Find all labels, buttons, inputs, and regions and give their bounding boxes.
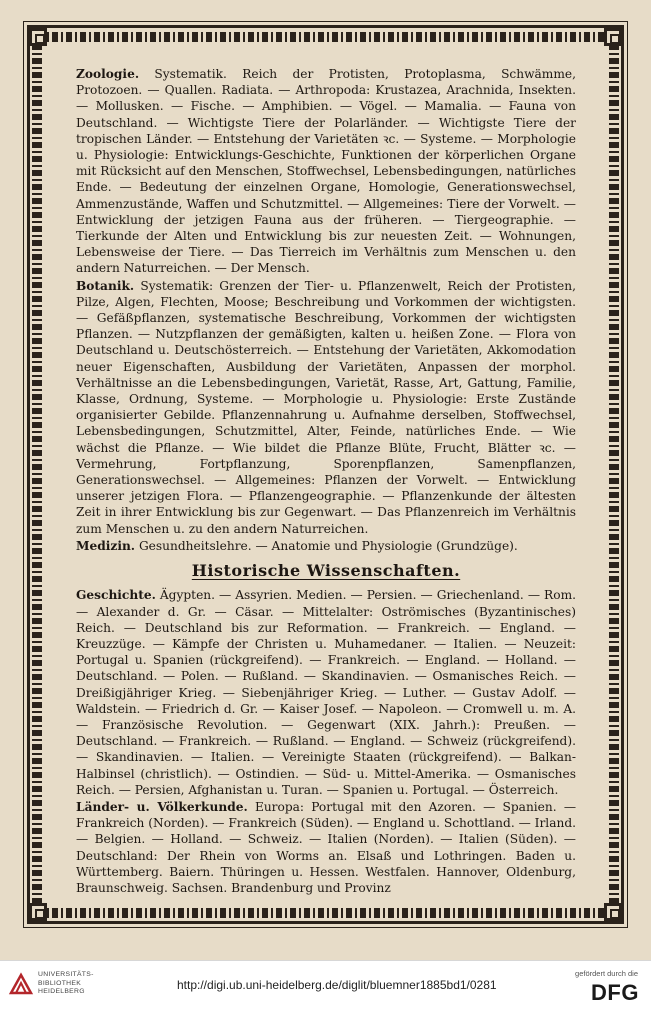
paragraph-medizin [76,538,576,554]
library-line: BIBLIOTHEK [38,979,82,987]
section-heading: Historische Wissenschaften. [191,561,461,581]
section-body: Gesundheitslehre. — Anatomie und Physiologie (Grundzüge). [138,538,518,553]
border-band-bottom [38,908,613,918]
paragraph-zoologie [76,66,576,277]
viewer-footer [0,960,651,1009]
corner-ornament-br [604,903,622,921]
border-band-top [38,32,613,42]
paragraph-botanik [76,278,576,537]
section-lead: Länder- u. Völkerkunde. [76,799,248,814]
library-line: HEIDELBERG [38,988,85,995]
page-text [76,66,576,897]
funded-by-label: gefördert durch die [575,969,638,978]
section-body: Ägypten. — Assyrien. Medien. — Persien. — Griechenland. — Rom. — Alexander d. Gr. — Cäsar. — Mittelalter: Oströmisches (Byzantinisches) Reich. — Deutschland bis zur Reformation. — Frankreich. — England. — Kreuzzüge. — Kämpfe der Christen u. Muhamedaner. — Italien. — Neuzeit: Portugal u. Spanien (rückgreifend). — Frankreich. — England. — Holland. — Deutschland. — Polen. — Rußland. — Skandinavien. — Osmanisches Reich. — Dreißigjähriger Krieg. — Siebenjähriger Krieg. — Luther. — Gustav Adolf. — Waldstein. — Friedrich d. Gr. — Kaiser Josef. — Napoleon. — Cromwell u. m. A. — Französische Revolution. — Gegenwart (XIX. Jahrh.): Preußen. — Deutschland. — Frankreich. — Rußland. — England. — Schweiz (rückgreifend). — Skandinavien. — Italien. — Vereinigte Staaten (rückgreifend). — Balkan-Halbinsel (christlich). — Ostindien. — Süd- u. Mittel-Amerika. — Osmanisches Reich. — Persien, Afghanistan u. Turan. — Spanien u. Portugal. — Österreich. [76,588,576,797]
permalink-url[interactable]: http://digi.ub.uni-heidelberg.de/diglit/bluemner1885bd1/0281 [177,978,497,992]
dfg-logo[interactable]: DFG [591,980,639,1005]
library-name [38,971,94,997]
university-logo-icon[interactable] [8,971,34,997]
corner-ornament-bl [29,903,47,921]
section-lead: Geschichte. [76,588,156,603]
section-lead: Medizin. [76,538,136,553]
section-body: Systematik. Reich der Protisten, Protoplasma, Schwämme, Protozoen. — Quallen. Radiata. — Arthropoda: Krustazea, Arachnida, Insekten. — Mollusken. — Fische. — Amphibien. — Vögel. — Mamalia. — Fauna von Deutschland. — Wichtigste Tiere der Polarländer. — Wichtigste Tiere der tropischen Länder. — Entstehung der Varietäten ꝛc. — Systeme. — Morphologie u. Physiologie: Entwicklungs-Geschichte, Funktionen der körperlichen Organe mit Rücksicht auf den Menschen, Stoffwechsel, Lebensbedingungen, natürliches Ende. — Bedeutung der einzelnen Organe, Homologie, Generationswechsel, Ammenzustände, Waffen und Schutzmittel. — Allgemeines: Tiere der Vorwelt. — Entwicklung der jetzigen Fauna aus der früheren. — Tiergeographie. — Tierkunde der Alten und Entwicklung bis zur neuesten Zeit. — Wohnungen, Lebensweise der Tiere. — Das Tierreich im Verhältnis zum Menschen u. den andern Naturreichen. — Der Mensch. [76,67,576,276]
paragraph-geschichte [76,587,576,798]
border-band-right [609,46,619,904]
corner-ornament-tl [29,28,47,46]
border-band-left [32,46,42,904]
section-body: Europa: Portugal mit den Azoren. — Spanien. — Frankreich (Norden). — Frankreich (Süden). — England u. Schottland. — Irland. — Belgien. — Holland. — Schweiz. — Italien (Norden). — Italien (Süden). — Deutschland: Der Rhein von Worms an. Elsaß und Lothringen. Baden u. Württemberg. Baiern. Thüringen u. Hessen. Westfalen. Hannover, Oldenburg, Braunschweig. Sachsen. Brandenburg und Provinz [76,799,577,895]
corner-ornament-tr [604,28,622,46]
section-lead: Zoologie. [76,67,140,81]
section-lead: Botanik. [76,278,135,293]
library-line: UNIVERSITÄTS- [38,971,94,978]
paragraph-laenderkunde [76,799,576,896]
section-body: Systematik: Grenzen der Tier- u. Pflanzenwelt, Reich der Protisten, Pilze, Algen, Flechten, Moose; Beschreibung und Vorkommen der wichtigsten. — Gefäßpflanzen, systematische Beschreibung, Vorkommen der wichtigsten Pflanzen. — Nutzpflanzen der gemäßigten, kalten u. heißen Zone. — Flora von Deutschland u. Deutschösterreich. — Entstehung der Varietäten, Akkomodation neuer Eigenschaften, Ausbildung der Varietäten, Anpassen der morphol. Verhältnisse an die Lebensbedingungen, Varietät, Rasse, Art, Gattung, Familie, Klasse, Ordnung, Systeme. — Morphologie u. Physiologie: Erste Zustände organisierter Gebilde. Pflanzennahrung u. Aufnahme derselben, Stoffwechsel, Lebensbedingungen, Schutzmittel, Alter, Feinde, natürliches Ende. — Wie wächst die Pflanze. — Wie bildet die Pflanze Blüte, Frucht, Blätter ꝛc. — Vermehrung, Fortpflanzung, Sporenpflanzen, Samenpflanzen, Generationswechsel. — Allgemeines: Pflanzen der Vorwelt. — Entwicklung unserer jetzigen Flora. — Pflanzengeographie. — Pflanzenkunde der ältesten Zeit in ihrer Entwicklung bis zur Gegenwart. — Das Pflanzenreich im Verhältnis zum Menschen u. zu den andern Naturreichen. [76,278,576,536]
